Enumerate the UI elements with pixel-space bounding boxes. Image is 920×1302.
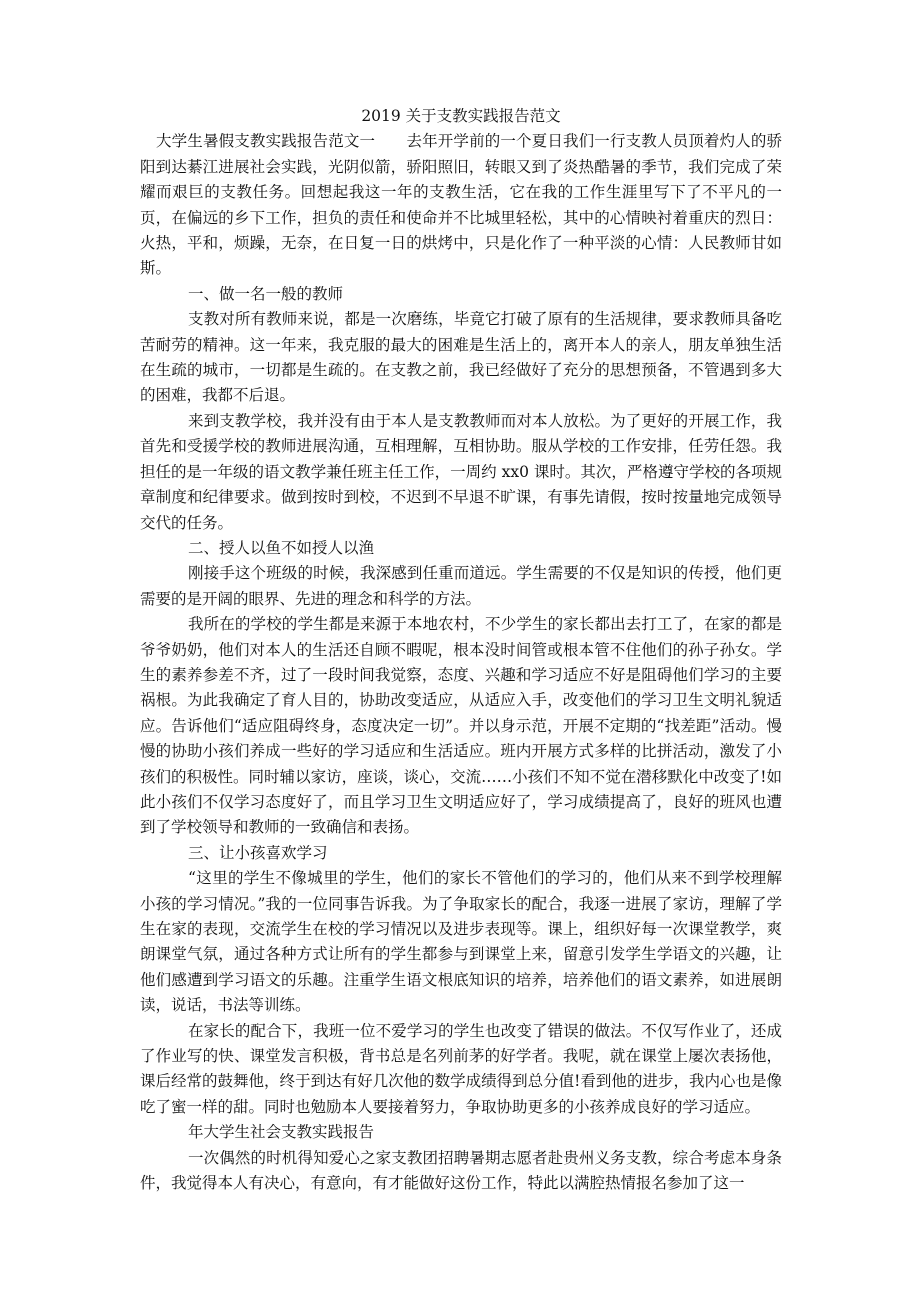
section3-paragraph-1: “这里的学生不像城里的学生，他们的家长不管他们的学习的，他们从来不到学校理解小孩的学习情况。”我的一位同事告诉我。为了争取家长的配合，我逐一进展了家访，理解了学生在家的表现，交流学生在校的学习情况以及进步表现等。课上，组织好每一次课堂教学，爽朗课堂气氛，通过各种方式让所有的学生都参与到课堂上来，留意引发学生学语文的兴趣，让他们感遭到学习语文的乐趣。注重学生语文根底知识的培养，培养他们的语文素养，如进展朗读，说话，书法等训练。 (140, 869, 782, 1015)
document-body (140, 104, 782, 1196)
section-heading-4: 年大学生社会支教实践报告 (188, 1123, 375, 1142)
section2-paragraph-2: 我所在的学校的学生都是来源于本地农村，不少学生的家长都出去打工了，在家的都是爷爷奶奶，他们对本人的生活还自顾不暇呢，根本没时间管或根本管不住他们的孙子孙女。学生的素养参差不齐，过了一段时间我觉察，态度、兴趣和学习适应不好是阻碍他们学习的主要祸根。为此我确定了育人目的，协助改变适应，从适应入手，改变他们的学习卫生文明礼貌适应。告诉他们“适应阻碍终身，态度决定一切”。并以身示范，开展不定期的“找差距”活动。慢慢的协助小孩们养成一些好的学习适应和生活适应。班内开展方式多样的比拼活动，激发了小孩们的积极性。同时辅以家访，座谈，谈心，交流……小孩们不知不觉在潜移默化中改变了!如此小孩们不仅学习态度好了，而且学习卫生文明适应好了，学习成绩提高了，良好的班风也遭到了学校领导和教师的一致确信和表扬。 (140, 615, 782, 837)
section1-paragraph-1: 支教对所有教师来说，都是一次磨练，毕竟它打破了原有的生活规律，要求教师具备吃苦耐劳的精神。这一年来，我克服的最大的困难是生活上的，离开本人的亲人，朋友单独生活在生疏的城市，一切都是生疏的。在支教之前，我已经做好了充分的思想预备，不管遇到多大的困难，我都不后退。 (140, 310, 782, 405)
intro-paragraph: 大学生暑假支教实践报告范文一 去年开学前的一个夏日我们一行支教人员顶着灼人的骄阳到达綦江进展社会实践，光阴似箭，骄阳照旧，转眼又到了炎热酷暑的季节，我们完成了荣耀而艰巨的支教任务。回想起我这一年的支教生活，它在我的工作生涯里写下了不平凡的一页，在偏远的乡下工作，担负的责任和使命并不比城里轻松，其中的心情映衬着重庆的烈日：火热，平和，烦躁，无奈，在日复一日的烘烤中，只是化作了一种平淡的心情：人民教师甘如斯。 (140, 132, 782, 278)
section4-paragraph-1: 一次偶然的时机得知爱心之家支教团招聘暑期志愿者赴贵州义务支教，综合考虑本身条件，我觉得本人有决心，有意向，有才能做好这份工作，特此以满腔热情报名参加了这一 (140, 1148, 782, 1193)
section-heading-3: 三、让小孩喜欢学习 (188, 843, 328, 862)
section-heading-2: 二、授人以鱼不如授人以渔 (188, 538, 375, 557)
section1-paragraph-2: 来到支教学校，我并没有由于本人是支教教师而对本人放松。为了更好的开展工作，我首先和受援学校的教师进展沟通，互相理解，互相协助。服从学校的工作安排，任劳任怨。我担任的是一年级的语文教学兼任班主任工作，一周约 xx0 课时。其次，严格遵守学校的各项规章制度和纪律要求。做到按时到校，不迟到不早退不旷课，有事先请假，按时按量地完成领导交代的任务。 (140, 411, 782, 532)
section-heading-1: 一、做一名一般的教师 (188, 284, 344, 303)
section3-paragraph-2: 在家长的配合下，我班一位不爱学习的学生也改变了错误的做法。不仅写作业了，还成了作业写的快、课堂发言积极，背书总是名列前茅的好学者。我呢，就在课堂上屡次表扬他，课后经常的鼓舞他，终于到达有好几次他的数学成绩得到总分值!看到他的进步，我内心也是像吃了蜜一样的甜。同时也勉励本人要接着努力，争取协助更多的小孩养成良好的学习适应。 (140, 1021, 782, 1116)
section2-paragraph-1: 刚接手这个班级的时候，我深感到任重而道远。学生需要的不仅是知识的传授，他们更需要的是开阔的眼界、先进的理念和科学的方法。 (140, 564, 782, 608)
document-title: 2019 关于支教实践报告范文 (361, 107, 561, 125)
